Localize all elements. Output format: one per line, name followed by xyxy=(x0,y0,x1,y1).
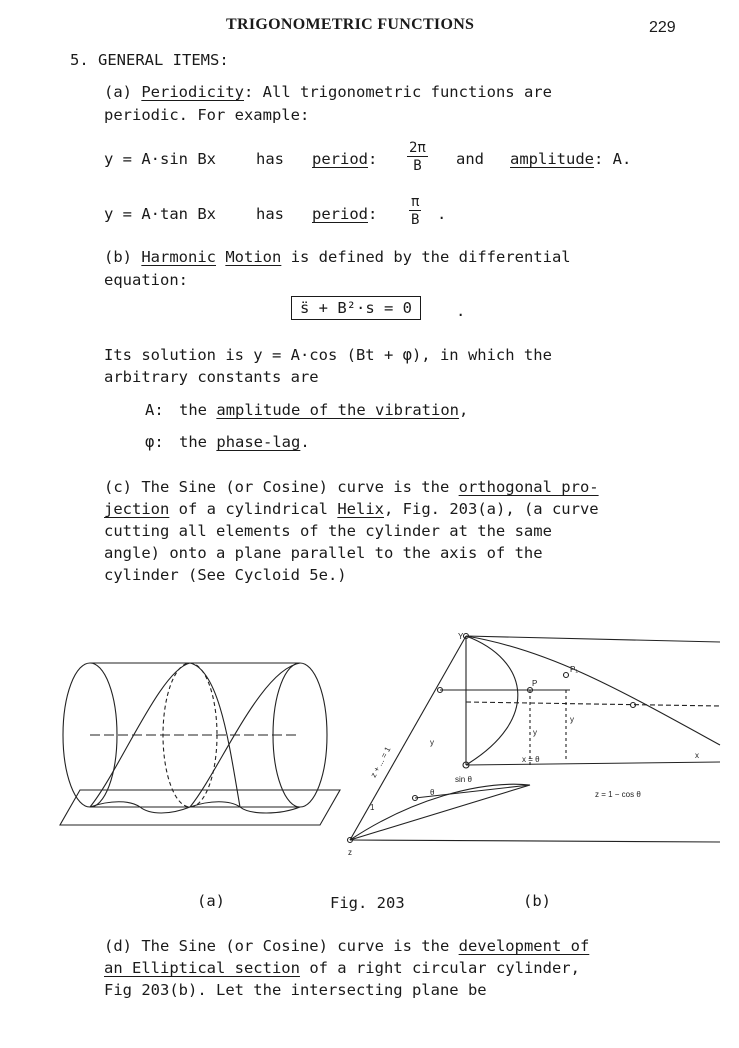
x-axis xyxy=(466,762,720,765)
boxed-differential-equation: s̈ + B²·s = 0 xyxy=(291,296,421,320)
label-x: x xyxy=(695,751,699,760)
boxed-eq-period: . xyxy=(456,302,466,320)
term-harmonic: Harmonic xyxy=(141,248,216,266)
label-x-eq-theta: x = θ xyxy=(522,755,540,764)
para-b-line2: equation: xyxy=(104,271,188,289)
para-b-line1: (b) Harmonic Motion is defined by the differential xyxy=(104,248,571,266)
para-d-line3: Fig 203(b). Let the intersecting plane be xyxy=(104,981,487,999)
eq-sin-lhs: y = A·sin Bx xyxy=(104,150,216,168)
top-line xyxy=(466,636,720,642)
label-plane-eq: z + ... = 1 xyxy=(368,745,393,779)
para-c-line4: angle) onto a plane parallel to the axis of the xyxy=(104,544,543,562)
figure-caption: Fig. 203 xyxy=(330,894,405,912)
label-sin-theta: sin θ xyxy=(455,775,472,784)
solution-line1: Its solution is y = A·cos (Bt + φ), in which the xyxy=(104,346,552,364)
label-y2: y xyxy=(533,728,537,737)
eq-tan-end: . xyxy=(437,205,447,223)
label-y3: y xyxy=(570,715,574,724)
caption-a: (a) xyxy=(197,892,225,910)
para-c-line1: (c) The Sine (or Cosine) curve is the orthogonal pro- xyxy=(104,478,599,496)
label-Y: Y xyxy=(458,632,464,641)
eq-tan-period: period: xyxy=(312,205,378,223)
para-c-line5: cylinder (See Cycloid 5e.) xyxy=(104,566,347,584)
eq-tan-fraction: $\frac{\pi}{B}$ xyxy=(411,194,420,228)
bottom-line xyxy=(350,840,720,842)
para-c-line3: cutting all elements of the cylinder at the same xyxy=(104,522,552,540)
para-a-line2: periodic. For example: xyxy=(104,106,310,124)
para-a-text1: : All trigonometric functions are xyxy=(244,83,552,101)
para-a-line1 xyxy=(104,83,552,101)
label-y1: y xyxy=(430,738,434,747)
constant-phi: φ: the phase-lag. xyxy=(145,433,310,451)
label-z-eq: z = 1 − cos θ xyxy=(595,790,641,799)
figure-203b-development xyxy=(330,630,730,860)
term-motion: Motion xyxy=(225,248,282,266)
section-number: 5. xyxy=(70,51,89,69)
dashed-level xyxy=(466,702,720,706)
constant-A: A: the amplitude of the vibration, xyxy=(145,401,469,419)
label-P1: P₁ xyxy=(570,665,579,674)
section-heading xyxy=(70,51,229,69)
eq-sin-amplitude: amplitude: A. xyxy=(510,150,632,168)
eq-sin-period: period: xyxy=(312,150,378,168)
para-d-line2: an Elliptical section of a right circular cylinder, xyxy=(104,959,580,977)
eq-tan-has: has xyxy=(256,205,284,223)
page-number: 229 xyxy=(649,19,676,36)
eq-tan-lhs: y = A·tan Bx xyxy=(104,205,216,223)
section-title: GENERAL ITEMS: xyxy=(98,51,229,69)
figure-203a-helix xyxy=(50,650,350,840)
eq-sin-and: and xyxy=(456,150,484,168)
running-header: TRIGONOMETRIC FUNCTIONS xyxy=(226,16,475,33)
term-periodicity: Periodicity xyxy=(141,83,244,101)
caption-b: (b) xyxy=(523,892,551,910)
para-a-label: (a) xyxy=(104,83,132,101)
para-d-line1: (d) The Sine (or Cosine) curve is the development of xyxy=(104,937,590,955)
ellipse-quarter xyxy=(466,636,518,765)
para-c-line2: jection of a cylindrical Helix, Fig. 203(a), (a curve xyxy=(104,500,599,518)
point-P1 xyxy=(564,673,569,678)
label-z: z xyxy=(348,848,352,857)
label-theta: θ xyxy=(430,788,435,797)
eq-sin-has: has xyxy=(256,150,284,168)
solution-line2: arbitrary constants are xyxy=(104,368,319,386)
label-one: 1 xyxy=(370,803,375,812)
eq-sin-fraction: $\frac{2\pi}{B}$ xyxy=(409,140,426,174)
label-P: P xyxy=(532,679,538,688)
